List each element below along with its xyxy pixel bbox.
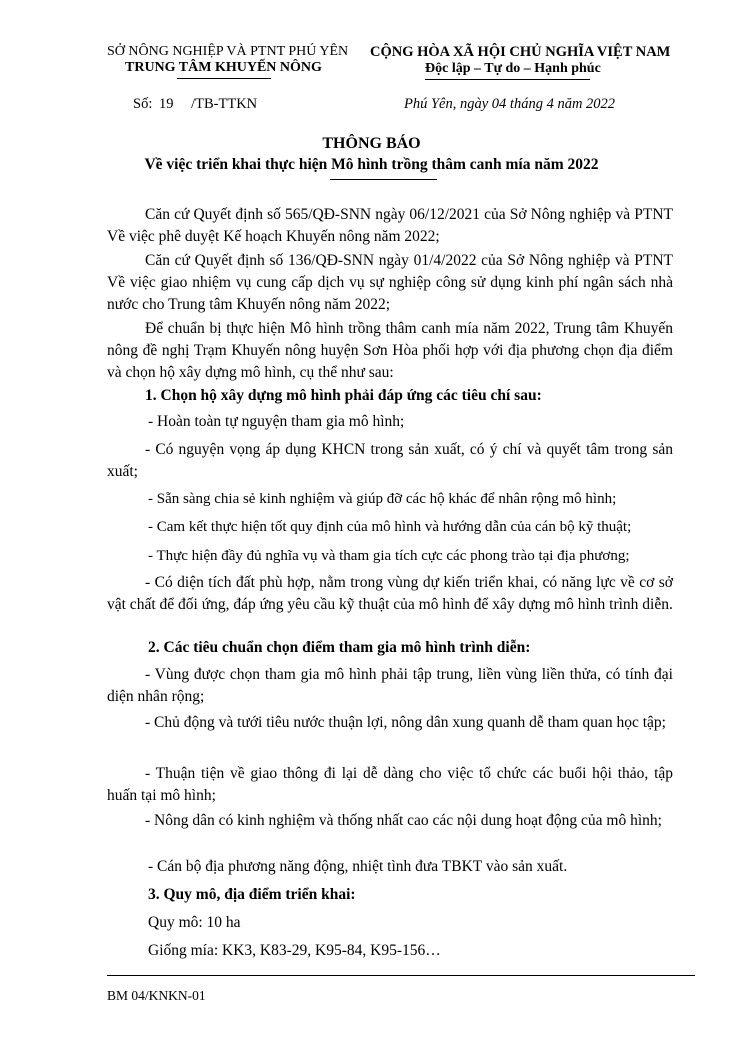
document-number <box>133 96 257 113</box>
document-subtitle: Về việc triển khai thực hiện Mô hình trồng thâm canh mía năm 2022 <box>144 156 599 173</box>
section-1-item: - Thực hiện đầy đủ nghĩa vụ và tham gia tích cực các phong trào tại địa phương; <box>148 548 630 564</box>
national-motto: Độc lập – Tự do – Hạnh phúc <box>425 61 601 76</box>
section-1-item: - Có nguyện vọng áp dụng KHCN trong sản xuất, có ý chí và quyết tâm trong sản xuất; <box>107 441 673 480</box>
document-number-suffix: /TB-TTKN <box>191 96 258 112</box>
section-3-heading: 3. Quy mô, địa điểm triển khai: <box>148 886 356 903</box>
document-number-value: 19 <box>158 96 174 112</box>
section-2-item: - Chủ động và tưới tiêu nước thuận lợi, nông dân xung quanh dễ tham quan học tập; <box>145 714 666 731</box>
section-1-item: - Hoàn toàn tự nguyện tham gia mô hình; <box>148 413 405 430</box>
intro-paragraph: Để chuẩn bị thực hiện Mô hình trồng thâm canh mía năm 2022, Trung tâm Khuyến nông đề nghị Trạm Khuyến nông huyện Sơn Hòa phối hợp với địa phương chọn địa điểm và chọn hộ xây dựng mô hình, cụ thể như sau: <box>107 320 673 381</box>
agency-line-1: SỞ NÔNG NGHIỆP VÀ PTNT PHÚ YÊN <box>107 44 349 59</box>
form-code: BM 04/KNKN-01 <box>107 988 206 1003</box>
section-3-item: Giống mía: KK3, K83-29, K95-84, K95-156… <box>148 942 441 959</box>
section-1-item: - Có diện tích đất phù hợp, nằm trong vùng dự kiến triển khai, có năng lực về cơ sở vật chất để đối ứng, đáp ứng yêu cầu kỹ thuật của mô hình để xây dựng mô hình trình diễn. <box>107 574 673 613</box>
section-2-item: - Cán bộ địa phương năng động, nhiệt tình đưa TBKT vào sản xuất. <box>148 858 568 875</box>
document-number-label: Số: <box>133 96 153 112</box>
motto-underline <box>425 79 590 80</box>
section-1-heading: 1. Chọn hộ xây dựng mô hình phải đáp ứng các tiêu chí sau: <box>145 387 542 404</box>
legal-basis-1: Căn cứ Quyết định số 565/QĐ-SNN ngày 06/12/2021 của Sở Nông nghiệp và PTNT Về việc phê duyệt Kế hoạch Khuyến nông năm 2022; <box>107 206 673 245</box>
footer-divider <box>107 975 695 976</box>
section-2-item: - Vùng được chọn tham gia mô hình phải tập trung, liền vùng liền thửa, có tính đại diện nhân rộng; <box>107 666 673 705</box>
legal-basis-2: Căn cứ Quyết định số 136/QĐ-SNN ngày 01/4/2022 của Sở Nông nghiệp và PTNT Về việc giao nhiệm vụ cung cấp dịch vụ sự nghiệp công sử dụng kinh phí ngân sách nhà nước cho Trung tâm Khuyến nông năm 2022; <box>107 252 673 313</box>
document-date: Phú Yên, ngày 04 tháng 4 năm 2022 <box>404 96 616 112</box>
agency-underline <box>177 78 271 79</box>
section-1-item: - Sẵn sàng chia sẻ kinh nghiệm và giúp đỡ các hộ khác để nhân rộng mô hình; <box>148 491 617 507</box>
document-title: THÔNG BÁO <box>322 135 421 152</box>
section-2-item: - Thuận tiện về giao thông đi lại dễ dàng cho việc tổ chức các buổi hội thảo, tập huấn tại mô hình; <box>107 765 673 804</box>
section-2-heading: 2. Các tiêu chuẩn chọn điểm tham gia mô hình trình diễn: <box>148 639 531 656</box>
section-1-item: - Cam kết thực hiện tốt quy định của mô hình và hướng dẫn của cán bộ kỹ thuật; <box>148 519 632 535</box>
section-3-item: Quy mô: 10 ha <box>148 914 241 931</box>
section-2-item: - Nông dân có kinh nghiệm và thống nhất cao các nội dung hoạt động của mô hình; <box>145 812 662 829</box>
subtitle-underline <box>330 179 437 180</box>
national-title: CỘNG HÒA XÃ HỘI CHỦ NGHĨA VIỆT NAM <box>370 44 671 60</box>
agency-line-2: TRUNG TÂM KHUYẾN NÔNG <box>125 60 322 75</box>
